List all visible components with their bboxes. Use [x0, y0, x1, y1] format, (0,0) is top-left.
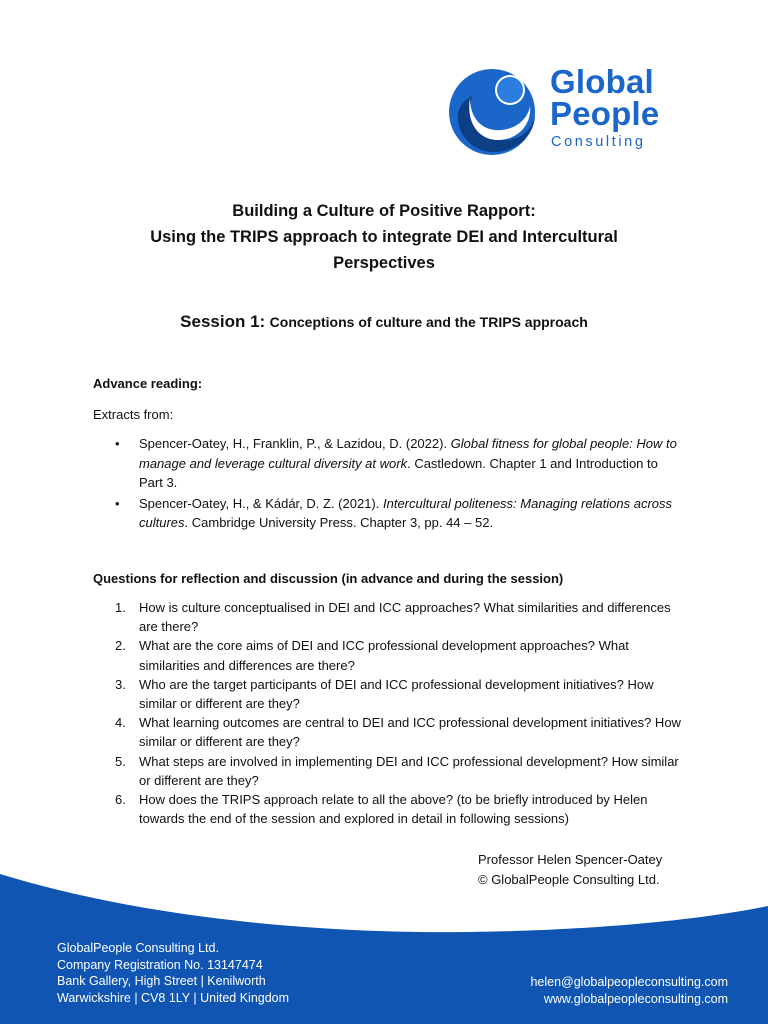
logo-text-consulting: Consulting — [551, 134, 646, 150]
globe-logo-icon — [448, 68, 540, 156]
extracts-intro: Extracts from: — [93, 407, 174, 422]
reference-item — [93, 434, 683, 493]
footer-website-link[interactable]: www.globalpeopleconsulting.com — [543, 991, 728, 1006]
title-line-2: Using the TRIPS approach to integrate DEI and Intercultural — [150, 228, 618, 246]
company-logo — [448, 63, 678, 158]
logo-text-people: People — [550, 95, 660, 132]
title-line-1: Building a Culture of Positive Rapport: — [232, 202, 536, 220]
question-number: 2. — [115, 638, 126, 654]
session-subtitle: Conceptions of culture and the TRIPS approach — [269, 314, 588, 330]
footer-registration: Company Registration No. 13147474 — [57, 957, 263, 972]
copyright-notice: © GlobalPeople Consulting Ltd. — [478, 872, 660, 887]
question-text: Who are the target participants of DEI and ICC professional development initiatives? How similar or different are they? — [139, 676, 654, 712]
session-label: Session 1: — [180, 312, 266, 331]
reference-book-title: Intercultural politeness: Managing relations across cultures — [139, 495, 673, 530]
reference-authors: Spencer-Oatey, H., & Kádár, D. Z. (2021). — [139, 495, 383, 511]
reference-authors: Spencer-Oatey, H., Franklin, P., & Lazidou, D. (2022). — [139, 436, 451, 451]
question-number: 4. — [115, 715, 126, 731]
question-text: How is culture conceptualised in DEI and ICC approaches? What similarities and differences are there? — [139, 600, 671, 635]
question-item — [93, 790, 683, 828]
session-heading — [90, 312, 678, 332]
question-number: 1. — [115, 600, 126, 615]
bullet-icon: • — [115, 495, 120, 511]
footer-email-link[interactable]: helen@globalpeopleconsulting.com — [530, 975, 728, 989]
question-number: 6. — [115, 792, 126, 808]
question-text: What are the core aims of DEI and ICC professional development approaches? What similarities and differences are there? — [139, 638, 629, 673]
bullet-icon: • — [115, 436, 120, 451]
logo-text-global: Global — [550, 63, 654, 100]
footer-contact — [530, 974, 728, 1007]
author-name: Professor Helen Spencer-Oatey — [478, 852, 663, 867]
reference-details: . Castledown. Chapter 1 and Introduction to Part 3. — [139, 455, 658, 490]
reference-list — [93, 434, 683, 533]
question-text: What learning outcomes are central to DEI and ICC professional development initiatives? How similar or different are they? — [139, 715, 681, 750]
footer-company-name: GlobalPeople Consulting Ltd. — [57, 941, 219, 955]
reference-book-title: Global fitness for global people: How to manage and leverage cultural diversity at work — [139, 436, 677, 471]
question-item — [93, 713, 683, 751]
question-number: 5. — [115, 753, 126, 769]
advance-reading-heading: Advance reading: — [93, 376, 203, 391]
question-text: How does the TRIPS approach relate to all the above? (to be briefly introduced by Helen towards the end of the session and explored in detail in following sessions) — [139, 792, 648, 827]
reference-details: . Cambridge University Press. Chapter 3, pp. 44 – 52. — [184, 515, 494, 530]
question-list — [93, 598, 683, 828]
reference-item — [93, 494, 683, 533]
footer-address-line-2: Warwickshire | CV8 1LY | United Kingdom — [57, 990, 290, 1005]
footer-company-info — [57, 940, 289, 1006]
footer-address-line-1: Bank Gallery, High Street | Kenilworth — [57, 974, 266, 988]
questions-heading: Questions for reflection and discussion (in advance and during the session) — [93, 571, 564, 586]
question-number: 3. — [115, 676, 126, 692]
question-item — [93, 752, 683, 790]
question-item — [93, 675, 683, 713]
title-line-3: Perspectives — [333, 254, 435, 272]
document-title — [90, 198, 678, 276]
question-item — [93, 598, 683, 636]
question-item — [93, 636, 683, 674]
question-text: What steps are involved in implementing DEI and ICC professional development? How similar or different are they? — [139, 753, 679, 788]
